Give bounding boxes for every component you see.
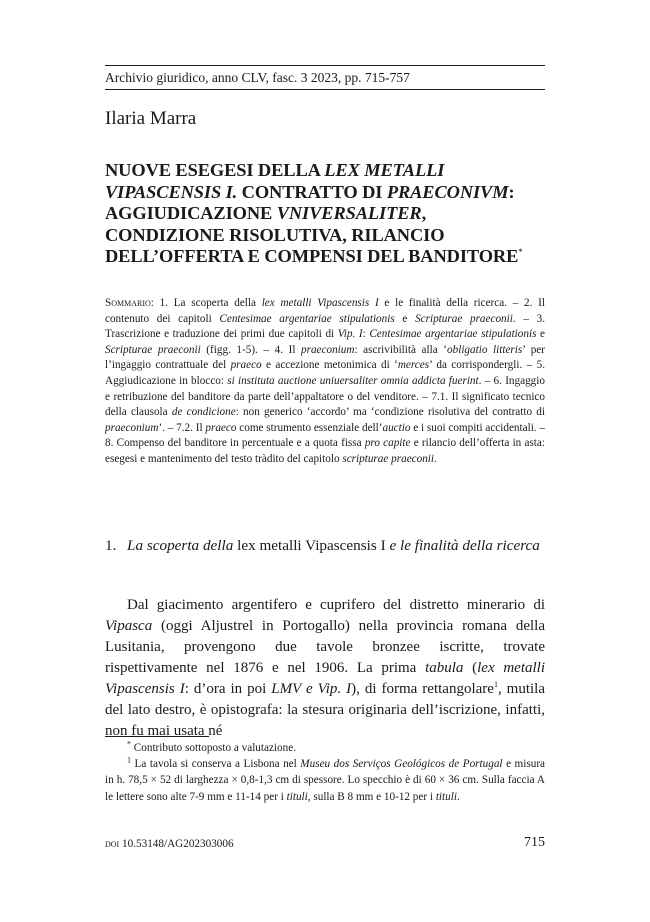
doi-line (105, 837, 234, 851)
summary-text: e (536, 328, 545, 341)
summary-italic: auctio (382, 421, 411, 434)
body-run: , mutila del lato destro, è opistografa: la stesura originaria dell’iscrizione, infatti, non fu mai usata né (105, 681, 545, 739)
footnote-italic: tituli (435, 790, 457, 803)
summary-text: e accezione metonimica di ‘ (261, 359, 398, 372)
footnote-text: Contributo sottoposto a valutazione. (131, 742, 296, 754)
section-title-text: lex metalli Vipascensis I (233, 537, 390, 554)
section-heading (105, 535, 545, 556)
summary-italic: merces (397, 359, 430, 372)
body-run: Dal giacimento argentifero e cuprifero del distretto minerario di (127, 597, 545, 613)
summary-text: e rilancio dell’offerta in asta: esegesi e mantenimento del testo tràdito del capitolo (105, 437, 545, 465)
body-italic: LMV (271, 681, 302, 697)
title-text: CONDIZIONE RISOLUTIVA, RILANCIO (105, 224, 445, 245)
summary-text: ’ per l’ingaggio contrattuale del (105, 343, 545, 372)
title-italic: LEX METALLI (324, 160, 445, 180)
footnote-rule (105, 736, 209, 737)
doi-value[interactable]: 10.53148/AG202303006 (122, 838, 234, 850)
footnote-ref[interactable]: 1 (493, 680, 498, 689)
header-rule-top (105, 65, 545, 66)
footnote-mark: 1 (127, 755, 131, 765)
section-title-italic: La scoperta della (127, 537, 234, 554)
summary-text: ’ da corrispondergli. – 5. Aggiudicazione in blocco: (105, 359, 545, 387)
body-italic: tabula (425, 660, 464, 676)
summary-text: : 1. La scoperta della (150, 297, 262, 309)
summary-italic: lex metalli Vipascensis I (261, 297, 379, 309)
summary-text: . (434, 452, 437, 465)
body-italic-conj: e (301, 681, 318, 697)
summary-text: (figg. 1-5). – 4. Il (200, 343, 302, 356)
summary-text: : (362, 328, 370, 341)
summary-italic: scripturae praeconii (342, 452, 435, 465)
summary-italic: praeconium (301, 343, 355, 356)
summary-italic: Vip. I (337, 328, 363, 341)
footnote-italic: tituli (286, 790, 308, 803)
title-footnote-mark: * (518, 246, 523, 257)
summary-text: e (394, 312, 416, 325)
body-paragraph (105, 595, 545, 742)
title-text: AGGIUDICAZIONE (105, 203, 277, 223)
summary-text: ’. – 7.2. Il (158, 421, 206, 434)
summary-paragraph (105, 296, 545, 468)
footnote-italic: Museu dos Serviços Geológicos de Portugal (300, 758, 503, 771)
body-run: ), di forma rettangolare (351, 681, 494, 697)
title-italic: VIPASCENSIS I. (105, 181, 238, 202)
summary-italic: de condicione (171, 406, 236, 419)
summary-italic: obligatio litteris (447, 343, 523, 356)
article-title (105, 160, 545, 268)
body-run: : d’ora in poi (184, 681, 272, 697)
author-name: Ilaria Marra (105, 108, 197, 129)
title-text: , (421, 203, 427, 223)
body-run: ( (463, 660, 478, 676)
summary-italic: Scripturae praeconii (415, 312, 513, 325)
section-title (127, 535, 545, 556)
title-text: CONTRATTO DI (237, 181, 387, 202)
summary-label: Sommario (105, 297, 151, 309)
footnote-mark: * (127, 739, 131, 749)
title-italic: VNIVERSALITER (276, 203, 422, 223)
summary-text: come strumento essenziale dell’ (236, 421, 383, 434)
section-title-italic: e le finalità della ricerca (389, 537, 540, 554)
summary-text: . – 6. Ingaggio e retribuzione del banditore da parte dell’appaltatore o del venditore. – 7.1. Il significato tecnico della clausola (105, 374, 545, 419)
section-number: 1. (105, 537, 117, 554)
footnote-star (105, 740, 545, 756)
summary-italic: praeco (230, 359, 262, 372)
summary-italic: praeco (205, 421, 237, 434)
title-italic: PRAECONIVM (386, 181, 509, 202)
summary-italic: Centesimae argentariae stipulationis (369, 328, 537, 341)
summary-italic: Centesimae argentariae stipulationis (219, 312, 395, 325)
title-text: : (508, 181, 515, 202)
body-run: (oggi Aljustrel in Portogallo) nella provincia romana della Lusitania, provengono due tavole bronzee iscritte, trovate rispettivamente nel 1876 e nel 1906. La prima (105, 618, 545, 676)
title-text: DELL’OFFERTA E COMPENSI DEL BANDITORE (105, 246, 519, 266)
summary-text: e i suoi compiti accidentali. – 8. Compenso del banditore in percentuale e a quota fissa (105, 421, 545, 450)
summary-text: . – 3. Trascrizione e traduzione dei primi due capitoli di (105, 312, 546, 341)
header-rule-bottom (105, 89, 545, 90)
summary-text: e le finalità della ricerca. – 2. Il contenuto dei capitoli (105, 297, 545, 325)
body-italic: Vip. I (317, 681, 352, 697)
running-header: Archivio giuridico, anno CLV, fasc. 3 2023, pp. 715-757 (105, 70, 410, 85)
footnotes (105, 740, 545, 805)
body-italic: Vipasca (105, 618, 153, 634)
summary-italic: praeconium (105, 421, 159, 434)
body-italic: lex metalli Vipascensis I (105, 660, 545, 697)
footnote-text: e misura in h. 78,5 × 52 di larghezza × 0,8-1,3 cm di spessore. Lo specchio è di 60 × 36 cm. Sulla faccia A le lettere sono alte 7-9 mm e 11-14 per i (105, 758, 546, 803)
summary-italic: Scripturae praeconii (105, 343, 201, 356)
footnote-text: . (456, 790, 460, 803)
summary-italic: si instituta auctione uniuersaliter omnia addicta fuerint (227, 374, 479, 387)
summary-text: : ascrivibilità alla ‘ (354, 343, 448, 356)
doi-label: doi (105, 838, 120, 850)
title-text: NUOVE ESEGESI DELLA (105, 160, 325, 180)
page-number: 715 (524, 835, 545, 850)
body-text (105, 595, 545, 742)
summary-italic: pro capite (364, 437, 411, 450)
footnote-text: , sulla B 8 mm e 10-12 per i (307, 790, 436, 803)
summary-text: : non generico ‘accordo’ ma ‘condizione risolutiva del contratto di (235, 406, 545, 419)
footnote-1 (105, 756, 545, 805)
footnote-text: La tavola si conserva a Lisbona nel (131, 758, 301, 771)
